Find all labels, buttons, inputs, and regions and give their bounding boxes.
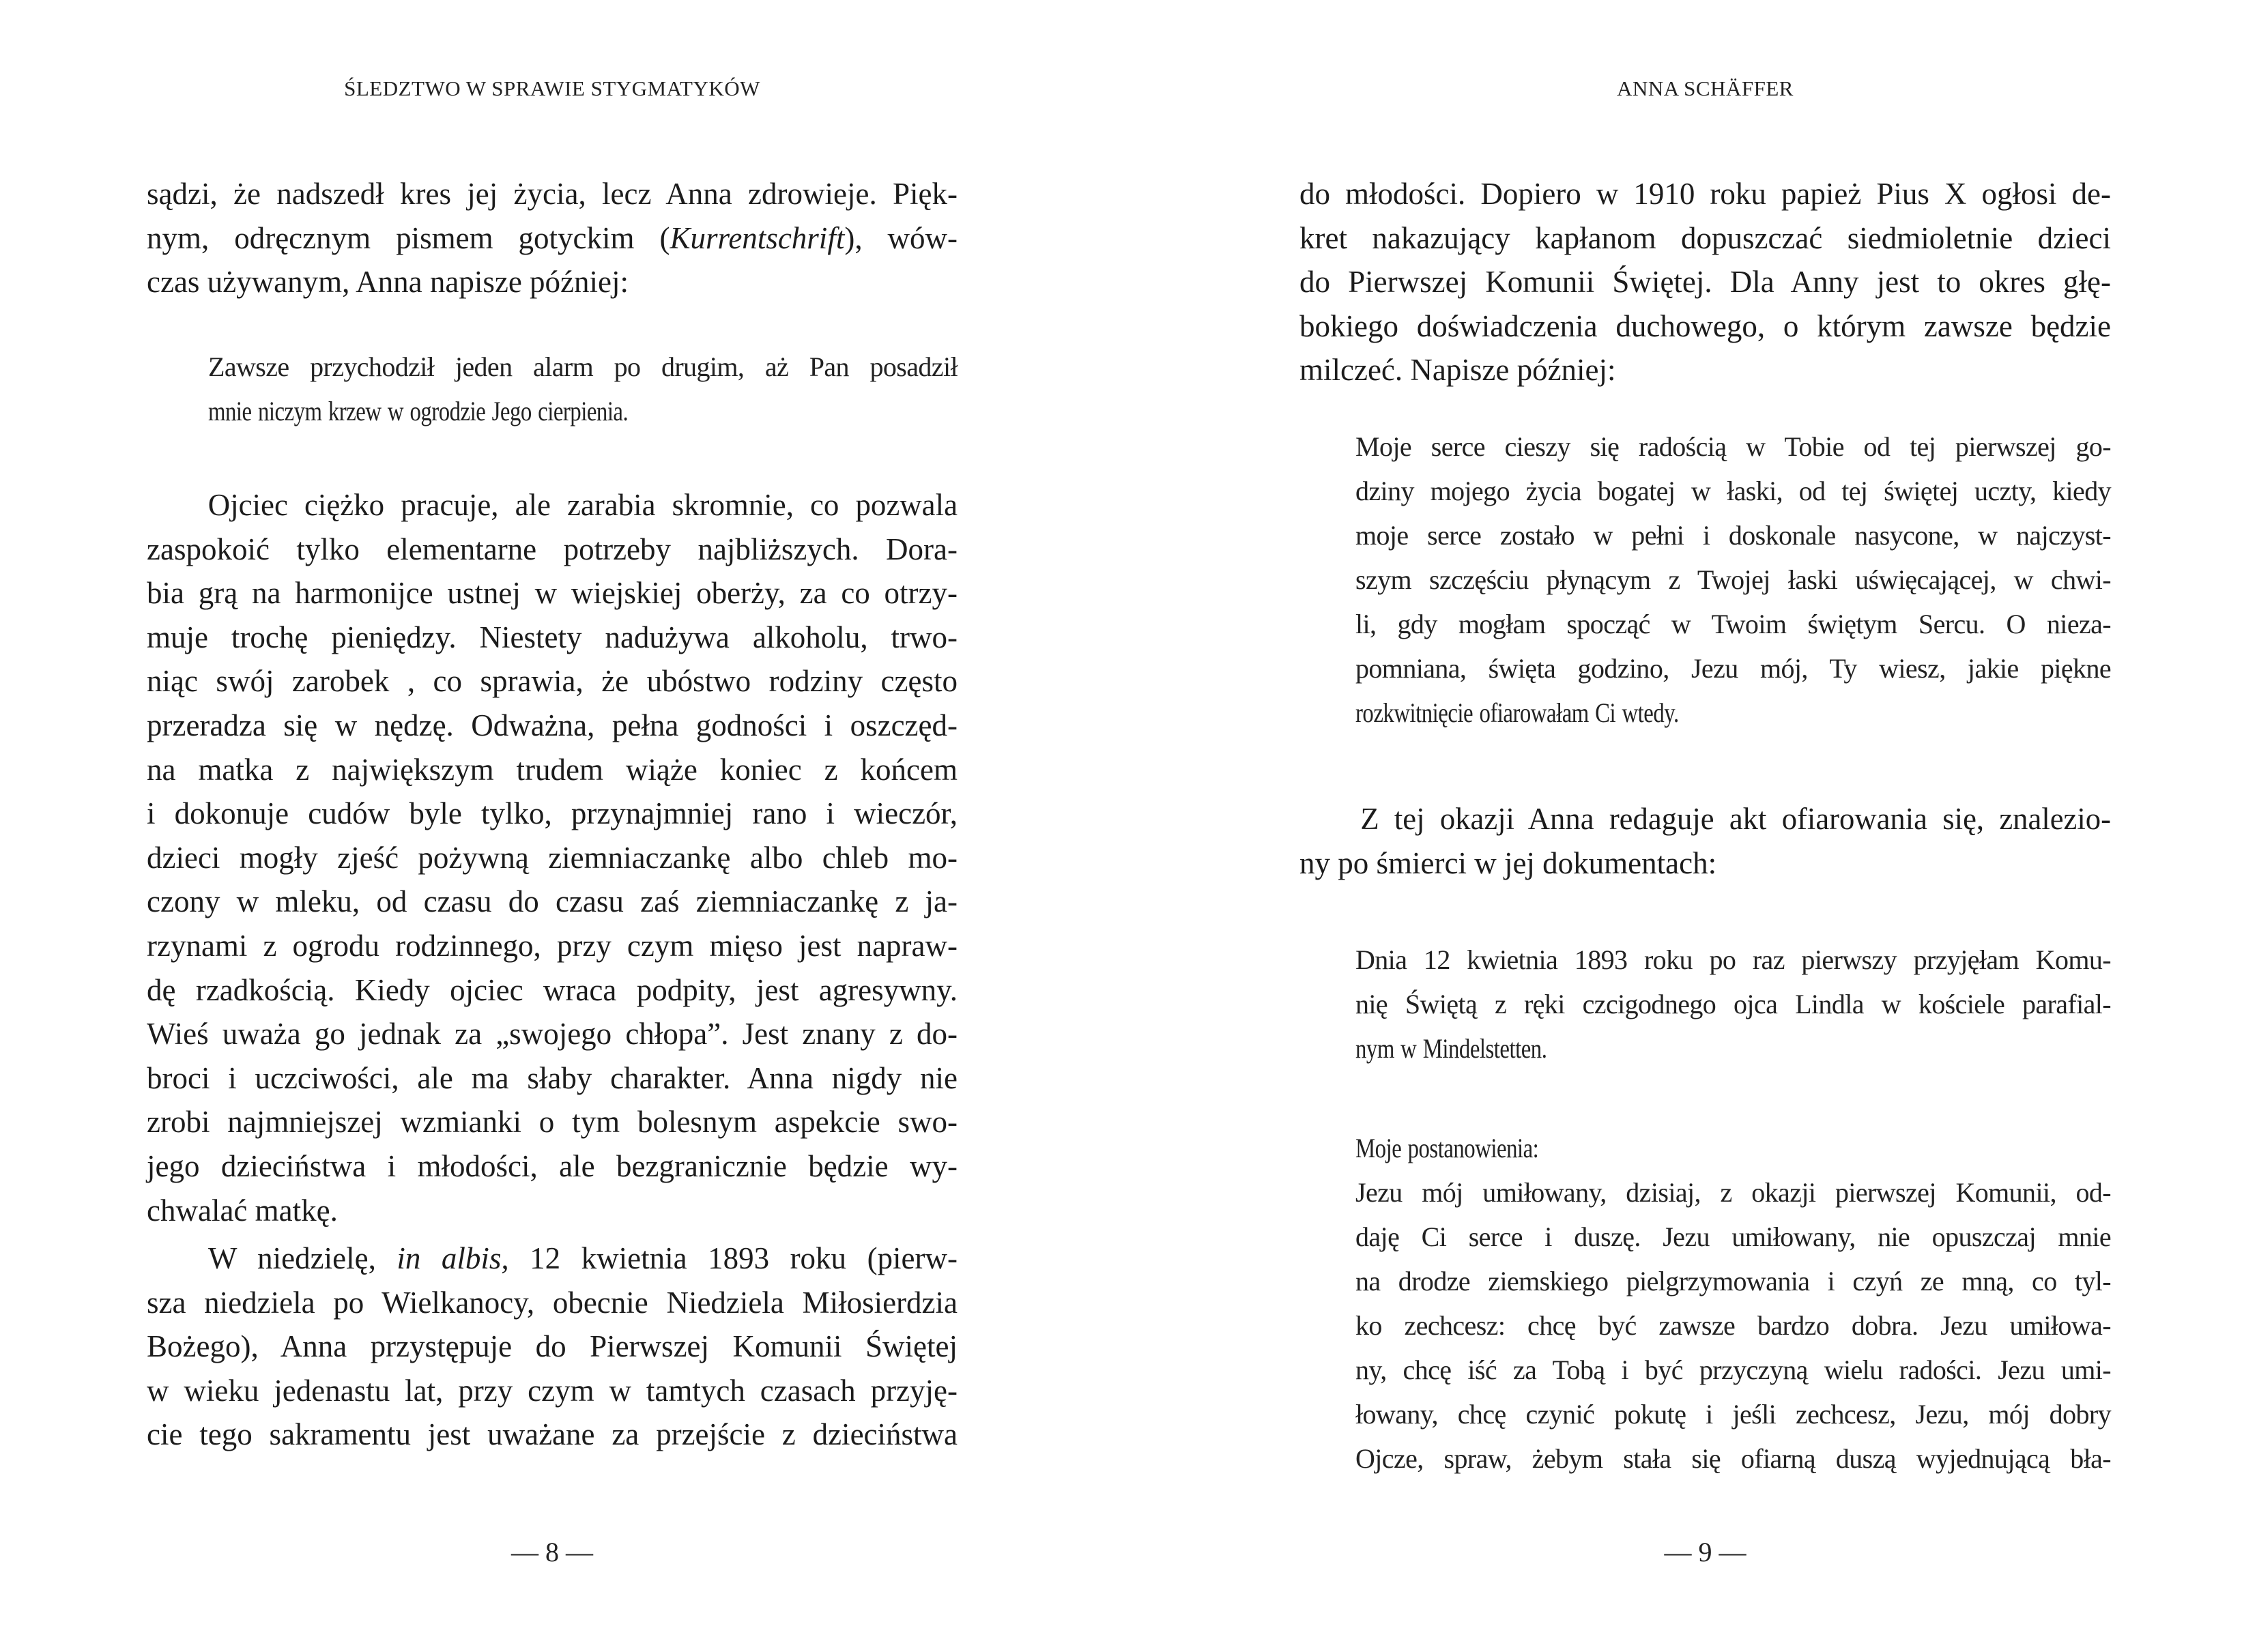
text-line: do młodości. Dopiero w 1910 roku papież Pius X ogłosi de- <box>1299 177 2111 211</box>
paragraph-continuation <box>147 172 958 304</box>
text-line: chwalać matkę. <box>147 1193 338 1228</box>
quote-line: nym w Mindelstetten. <box>1355 1033 1547 1064</box>
text-line: muje trochę pieniędzy. Niestety nadużywa alkoholu, trwo- <box>147 620 958 654</box>
quote-line: daję Ci serce i duszę. Jezu umiłowany, nie opuszczaj mnie <box>1355 1221 2111 1252</box>
quote-line: nię Świętą z ręki czcigodnego ojca Lindla w kościele parafial- <box>1355 989 2111 1019</box>
block-quote <box>1355 424 2111 735</box>
text-line: i dokonuje cudów byle tylko, przynajmniej rano i wieczór, <box>147 796 958 831</box>
text-line: Z tej okazji Anna redaguje akt ofiarowania się, znalezio- <box>1360 802 2111 836</box>
text-line: czas używanym, Anna napisze później: <box>147 265 629 300</box>
text-line: do Pierwszej Komunii Świętej. Dla Anny jest to okres głę- <box>1299 265 2111 300</box>
quote-line: pomniana, święta godzino, Jezu mój, Ty wiesz, jakie piękne <box>1355 653 2111 684</box>
text-line: rzynami z ogrodu rodzinnego, przy czym mięso jest napraw- <box>147 928 958 963</box>
text-line: bokiego doświadczenia duchowego, o którym zawsze będzie <box>1299 308 2111 343</box>
text-line: Wieś uważa go jednak za „swojego chłopa”. Jest znany z do- <box>147 1017 958 1052</box>
text-line: cie tego sakramentu jest uważane za przejście z dzieciństwa <box>147 1417 958 1452</box>
text-line: kret nakazujący kapłanom dopuszczać siedmioletnie dzieci <box>1299 220 2111 255</box>
text-line: zrobi najmniejszej wzmianki o tym bolesnym aspekcie swo- <box>147 1105 958 1140</box>
paragraph-first-communion <box>147 1236 958 1457</box>
quote-line: Jezu mój umiłowany, dzisiaj, z okazji pierwszej Komunii, od- <box>1355 1177 2111 1208</box>
quote-line: mnie niczym krzew w ogrodzie Jego cierpienia. <box>208 396 629 426</box>
quote-line: szym szczęściu płynącym z Twojej łaski uświęcającej, w chwi- <box>1355 564 2111 595</box>
text-line: dę rzadkością. Kiedy ojciec wraca podpity, jest agresywny. <box>147 972 958 1007</box>
text-line: ny po śmierci w jej dokumentach: <box>1299 845 1717 880</box>
paragraph-offering <box>1299 797 2111 885</box>
quote-line: dziny mojego życia bogatej w łaski, od tej świętej uczty, kiedy <box>1355 476 2111 506</box>
quote-line: rozkwitnięcie ofiarowałam Ci wtedy. <box>1355 697 1679 728</box>
italic-term: in albis, <box>397 1241 509 1275</box>
paragraph-continuation <box>1299 172 2111 392</box>
block-quote-resolutions <box>1355 1126 2111 1481</box>
page-number-right: — 9 — <box>1664 1537 1746 1567</box>
text-line: sza niedziela po Wielkanocy, obecnie Niedziela Miłosierdzia <box>147 1285 958 1320</box>
quote-line: Dnia 12 kwietnia 1893 roku po raz pierwszy przyjęłam Komu- <box>1355 944 2111 975</box>
text-line: niąc swój zarobek , co sprawia, że ubóstwo rodziny często <box>147 664 958 699</box>
quote-line: łowany, chcę czynić pokutę i jeśli zechcesz, Jezu, mój dobry <box>1355 1399 2111 1430</box>
quote-line: li, gdy mogłam spocząć w Twoim świętym Sercu. O nieza- <box>1355 609 2111 639</box>
quote-line: Moje serce cieszy się radością w Tobie od tej pierwszej go- <box>1355 431 2111 462</box>
text-line: W niedzielę, in albis, 12 kwietnia 1893 roku (pierw- <box>208 1241 958 1275</box>
text-line: jego dzieciństwa i młodości, ale bezgranicznie będzie wy- <box>147 1148 958 1183</box>
text-line: czony w mleku, od czasu do czasu zaś ziemniaczankę z ja- <box>147 884 958 919</box>
quote-line: ko zechcesz: chcę być zawsze bardzo dobra. Jezu umiłowa- <box>1355 1310 2111 1341</box>
text-line: sądzi, że nadszedł kres jej życia, lecz Anna zdrowieje. Pięk- <box>147 177 958 211</box>
block-quote-date <box>1355 938 2111 1071</box>
paragraph-father <box>147 483 958 1232</box>
text-line: bia grą na harmonijce ustnej w wiejskiej oberży, za co otrzy- <box>147 576 958 611</box>
text-line: na matka z największym trudem wiąże koniec z końcem <box>147 752 958 787</box>
text-line: Bożego), Anna przystępuje do Pierwszej Komunii Świętej <box>147 1329 958 1364</box>
quote-line: moje serce zostało w pełni i doskonale nasycone, w najczyst- <box>1355 520 2111 551</box>
text-line: w wieku jedenastu lat, przy czym w tamtych czasach przyję- <box>147 1373 958 1408</box>
page-number-left: — 8 — <box>511 1537 593 1567</box>
text-line: dzieci mogły zjeść pożywną ziemniaczankę albo chleb mo- <box>147 840 958 875</box>
italic-term: Kurrentschrift <box>670 220 845 255</box>
quote-line: Zawsze przychodził jeden alarm po drugim, aż Pan posadził <box>208 351 958 382</box>
quote-line: ny, chcę iść za Tobą i być przyczyną wielu radości. Jezu umi- <box>1355 1354 2111 1385</box>
quote-heading: Moje postanowienia: <box>1355 1133 1539 1163</box>
text-line: zaspokoić tylko elementarne potrzeby najbliższych. Dora- <box>147 532 958 566</box>
text-line: Ojciec ciężko pracuje, ale zarabia skromnie, co pozwala <box>207 488 958 522</box>
text-line: milczeć. Napisze później: <box>1299 353 1616 388</box>
quote-line: na drodze ziemskiego pielgrzymowania i czyń ze mną, co tyl- <box>1355 1266 2111 1296</box>
text-line: broci i uczciwości, ale ma słaby charakter. Anna nigdy nie <box>147 1060 958 1095</box>
text-line: nym, odręcznym pismem gotyckim (Kurrentschrift), wów- <box>147 220 958 255</box>
right-page <box>1129 0 2257 1652</box>
text-line: przeradza się w nędzę. Odważna, pełna godności i oszczęd- <box>147 708 958 742</box>
running-head-left: ŚLEDZTWO W SPRAWIE STYGMATYKÓW <box>344 76 760 100</box>
quote-line: Ojcze, spraw, żebym stała się ofiarną duszą wyjednującą bła- <box>1355 1443 2111 1474</box>
block-quote <box>208 345 958 433</box>
running-head-right: ANNA SCHÄFFER <box>1617 76 1794 100</box>
